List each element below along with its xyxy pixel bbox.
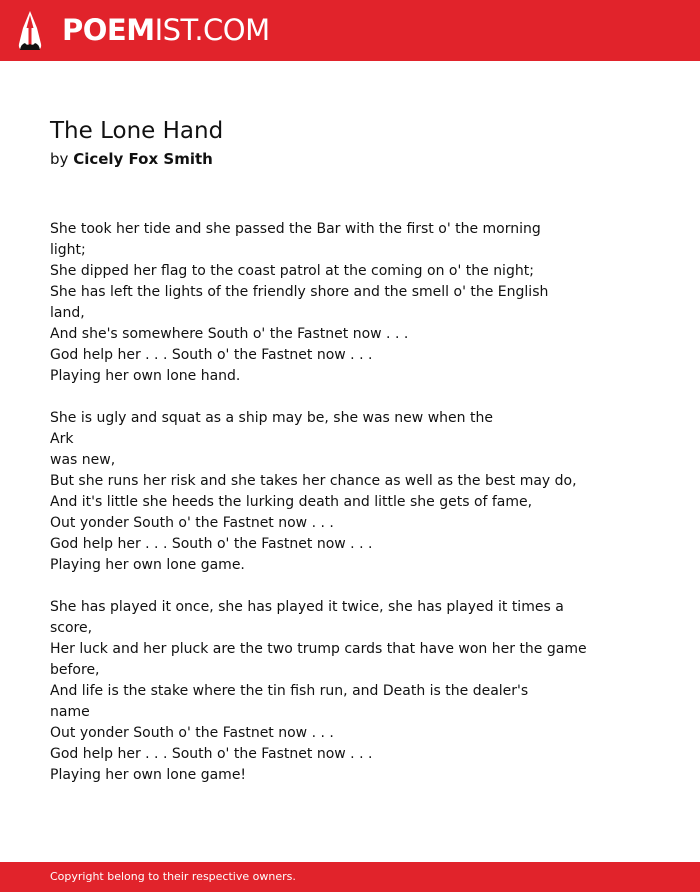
poem-line: Playing her own lone hand. (50, 368, 241, 384)
pen-nib-icon (17, 10, 43, 51)
poem-line: score, (50, 620, 93, 636)
logo-light-text: IST.COM (154, 13, 270, 47)
logo-bold-text: POEM (62, 13, 155, 47)
poem-line: Playing her own lone game! (50, 767, 247, 783)
poem-line: And she's somewhere South o' the Fastnet now . . . (50, 326, 409, 342)
site-footer (0, 862, 700, 892)
poem-line: Out yonder South o' the Fastnet now . . . (50, 515, 334, 531)
poem-line: Out yonder South o' the Fastnet now . . . (50, 725, 334, 741)
byline (50, 149, 213, 169)
poem-line: God help her . . . South o' the Fastnet now . . . (50, 347, 373, 363)
poem-line: land, (50, 305, 85, 321)
poem-line: was new, (50, 452, 116, 468)
poem-line: And life is the stake where the tin fish run, and Death is the dealer's (50, 683, 529, 699)
poem-title: The Lone Hand (50, 118, 224, 144)
author-name[interactable]: Cicely Fox Smith (73, 150, 213, 168)
poem-line: But she runs her risk and she takes her chance as well as the best may do, (50, 473, 577, 489)
poem-line: Her luck and her pluck are the two trump cards that have won her the game (50, 641, 587, 657)
poem-line: Ark (50, 431, 74, 447)
poem-line: name (50, 704, 90, 720)
site-header (0, 0, 700, 61)
poem-line: before, (50, 662, 100, 678)
poem-line: Playing her own lone game. (50, 557, 245, 573)
site-logo[interactable] (62, 13, 270, 47)
copyright-notice: Copyright belong to their respective owners. (50, 870, 296, 883)
poem-line: She dipped her flag to the coast patrol at the coming on o' the night; (50, 263, 534, 279)
poem-line: She has left the lights of the friendly shore and the smell o' the English (50, 284, 549, 300)
poem-line: She took her tide and she passed the Bar with the first o' the morning (50, 221, 541, 237)
by-label: by (50, 150, 69, 168)
poem-body (50, 219, 650, 807)
poem-line: light; (50, 242, 86, 258)
poem-line: God help her . . . South o' the Fastnet now . . . (50, 746, 373, 762)
poem-line: God help her . . . South o' the Fastnet now . . . (50, 536, 373, 552)
poem-line: And it's little she heeds the lurking death and little she gets of fame, (50, 494, 533, 510)
stanza (50, 597, 650, 786)
stanza (50, 408, 650, 576)
stanza (50, 219, 650, 387)
poem-line: She has played it once, she has played it twice, she has played it times a (50, 599, 564, 615)
poem-line: She is ugly and squat as a ship may be, she was new when the (50, 410, 493, 426)
